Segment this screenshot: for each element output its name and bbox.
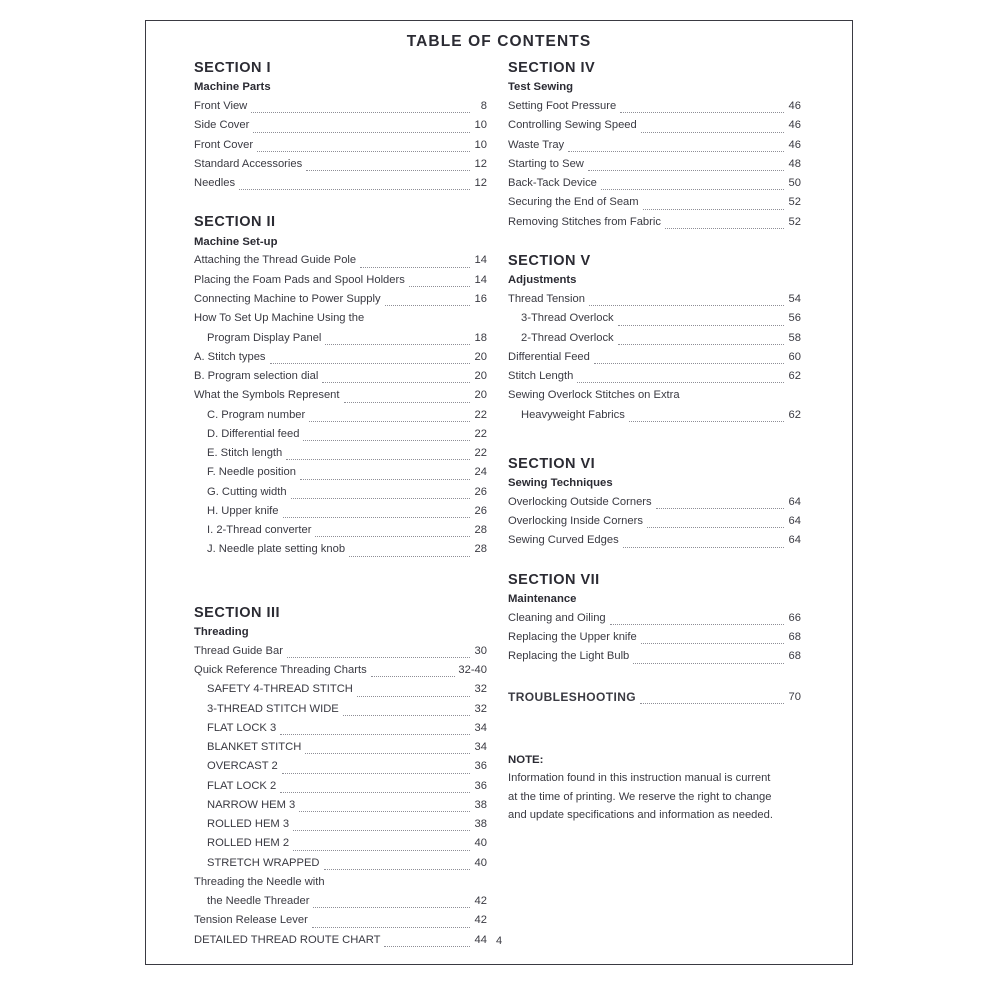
toc-entry-flat-lock-3[interactable]: [194, 719, 487, 738]
dot-leader: [610, 623, 784, 625]
toc-entry-page-number: 12: [474, 177, 487, 190]
toc-entry-title: G. Cutting width: [207, 485, 287, 498]
toc-entry-the-needle-threader[interactable]: [194, 892, 487, 911]
toc-entry-attaching-the-thread-guide-pole[interactable]: [194, 251, 487, 270]
toc-entry-page-number: 48: [788, 157, 801, 170]
section-subheading: Machine Set-up: [194, 235, 278, 248]
toc-left-column: [194, 59, 487, 950]
dot-leader: [647, 526, 784, 528]
toc-entry-replacing-the-light-bulb[interactable]: [508, 647, 801, 666]
toc-entry-page-number: 40: [474, 837, 487, 850]
toc-entry-title: the Needle Threader: [207, 895, 310, 908]
toc-entry-h-upper-knife[interactable]: [194, 502, 487, 521]
toc-entry-page-number: 30: [474, 644, 487, 657]
toc-entry-overlocking-inside-corners[interactable]: [508, 512, 801, 531]
section-heading: SECTION III: [194, 604, 281, 621]
toc-entry-page-number: 22: [474, 408, 487, 421]
section-heading: SECTION VI: [508, 455, 596, 472]
section-heading: SECTION VII: [508, 571, 600, 588]
dot-leader: [641, 131, 784, 133]
toc-entry-page-number: 38: [474, 798, 487, 811]
toc-entry-a-stitch-types[interactable]: [194, 348, 487, 367]
note-title: NOTE:: [508, 754, 544, 767]
toc-entry-page-number: 10: [474, 138, 487, 151]
toc-entry-page-number: 40: [474, 856, 487, 869]
section-subheading: Adjustments: [508, 274, 577, 287]
dot-leader: [641, 642, 784, 644]
section-spacer: [194, 560, 487, 604]
toc-entry-page-number: 46: [788, 100, 801, 113]
section-subheading: Threading: [194, 625, 249, 638]
toc-entry-title: Thread Guide Bar: [194, 644, 283, 657]
note-spacer: [508, 707, 801, 751]
toc-entry-title: Connecting Machine to Power Supply: [194, 292, 381, 305]
dot-leader: [257, 150, 470, 152]
toc-entry-what-the-symbols-represent[interactable]: [194, 386, 487, 405]
toc-section-section-ii: [194, 213, 487, 559]
dot-leader: [251, 111, 470, 113]
section-heading: SECTION IV: [508, 60, 596, 76]
section-subheading: Maintenance: [508, 592, 577, 605]
toc-entry-2-thread-overlock[interactable]: [508, 329, 801, 348]
toc-entry-title: Side Cover: [194, 119, 250, 132]
toc-entry-title: TROUBLESHOOTING: [508, 689, 636, 704]
toc-entry-title: Waste Tray: [508, 138, 565, 151]
toc-entry-i-2-thread-converter[interactable]: [194, 521, 487, 540]
toc-entry-title: Differential Feed: [508, 350, 590, 363]
note-block: [508, 751, 801, 824]
toc-entry-title: Heavyweight Fabrics: [521, 408, 625, 421]
dot-leader: [303, 439, 470, 441]
toc-entry-title: F. Needle position: [207, 466, 296, 479]
toc-entry-page-number: 20: [474, 350, 487, 363]
toc-entry-title: C. Program number: [207, 408, 306, 421]
dot-leader: [594, 362, 784, 364]
toc-entry-page-number: 46: [788, 138, 801, 151]
note-line: Information found in this instruction manual is current: [508, 772, 771, 785]
toc-entry-page-number: 42: [474, 914, 487, 927]
toc-entry-title: STRETCH WRAPPED: [207, 856, 320, 869]
dot-leader: [300, 478, 470, 480]
dot-leader: [577, 381, 784, 383]
toc-entry-placing-the-foam-pads-and-spool-holders[interactable]: [194, 271, 487, 290]
toc-entry-page-number: 64: [788, 534, 801, 547]
troubleshooting-spacer: [508, 667, 801, 687]
toc-entry-page-number: 62: [788, 370, 801, 383]
toc-entry-title: Attaching the Thread Guide Pole: [194, 254, 357, 267]
dot-leader: [409, 285, 470, 287]
toc-entry-title: Tension Release Lever: [194, 914, 308, 927]
toc-entry-title: Controlling Sewing Speed: [508, 119, 637, 132]
toc-entry-g-cutting-width[interactable]: [194, 483, 487, 502]
section-spacer: [508, 551, 801, 571]
toc-entry-continuation-how-to-set-up-machine-using-the: [194, 309, 487, 328]
dot-leader: [588, 169, 784, 171]
dot-leader: [385, 304, 470, 306]
dot-leader: [270, 362, 470, 364]
toc-entry-j-needle-plate-setting-knob[interactable]: [194, 540, 487, 559]
note-line: at the time of printing. We reserve the right to change: [508, 790, 772, 803]
dot-leader: [633, 662, 784, 664]
dot-leader: [315, 535, 470, 537]
toc-entry-page-number: 52: [788, 196, 801, 209]
toc-entry-differential-feed[interactable]: [508, 348, 801, 367]
note-line: and update specifications and information as needed.: [508, 808, 773, 821]
toc-entry-page-number: 70: [788, 690, 801, 703]
toc-entry-title: H. Upper knife: [207, 504, 279, 517]
dot-leader: [305, 752, 470, 754]
section-spacer: [508, 232, 801, 252]
toc-section-section-i: [194, 59, 487, 193]
toc-entry-title: Front Cover: [194, 138, 254, 151]
toc-section-section-iv: [508, 59, 801, 232]
toc-entry-overcast-2[interactable]: [194, 757, 487, 776]
toc-entry-page-number: 50: [788, 177, 801, 190]
dot-leader: [309, 420, 470, 422]
dot-leader: [568, 150, 784, 152]
toc-entry-page-number: 34: [474, 721, 487, 734]
toc-entry-title: Front View: [194, 100, 248, 113]
dot-leader: [349, 555, 470, 557]
dot-leader: [643, 208, 784, 210]
toc-entry-replacing-the-upper-knife[interactable]: [508, 628, 801, 647]
dot-leader: [640, 702, 784, 704]
dot-leader: [280, 733, 470, 735]
toc-entry-troubleshooting[interactable]: [508, 687, 801, 708]
toc-entry-title: Placing the Foam Pads and Spool Holders: [194, 273, 405, 286]
toc-entry-title: 3-Thread Overlock: [521, 312, 614, 325]
toc-entry-f-needle-position[interactable]: [194, 463, 487, 482]
toc-entry-overlocking-outside-corners[interactable]: [508, 493, 801, 512]
dot-leader: [280, 791, 470, 793]
toc-entry-title: BLANKET STITCH: [207, 741, 302, 754]
toc-entry-page-number: 36: [474, 779, 487, 792]
toc-section-section-vii: [508, 571, 801, 667]
toc-entry-thread-guide-bar[interactable]: [194, 642, 487, 661]
dot-leader: [343, 714, 470, 716]
toc-entry-safety-4-thread-stitch[interactable]: [194, 680, 487, 699]
toc-entry-title: Sewing Curved Edges: [508, 534, 619, 547]
dot-leader: [299, 810, 470, 812]
dot-leader: [656, 507, 784, 509]
dot-leader: [629, 420, 784, 422]
toc-entry-title: NARROW HEM 3: [207, 798, 296, 811]
toc-entry-page-number: 12: [474, 157, 487, 170]
dot-leader: [357, 695, 470, 697]
toc-entry-3-thread-stitch-wide[interactable]: [194, 700, 487, 719]
toc-entry-title: Threading the Needle with: [194, 875, 325, 888]
toc-entry-connecting-machine-to-power-supply[interactable]: [194, 290, 487, 309]
dot-leader: [324, 868, 470, 870]
toc-entry-blanket-stitch[interactable]: [194, 738, 487, 757]
toc-entry-page-number: 22: [474, 447, 487, 460]
page-sheet: [145, 20, 853, 965]
toc-entry-title: OVERCAST 2: [207, 760, 278, 773]
toc-entry-controlling-sewing-speed[interactable]: [508, 116, 801, 135]
toc-entry-title: Back-Tack Device: [508, 177, 597, 190]
dot-leader: [282, 772, 470, 774]
toc-entry-needles[interactable]: [194, 174, 487, 193]
toc-entry-title: B. Program selection dial: [194, 370, 319, 383]
toc-entry-page-number: 46: [788, 119, 801, 132]
page-title: TABLE OF CONTENTS: [406, 33, 592, 50]
toc-entry-stretch-wrapped[interactable]: [194, 854, 487, 873]
toc-entry-rolled-hem-2[interactable]: [194, 834, 487, 853]
toc-entry-page-number: 24: [474, 466, 487, 479]
toc-right-column: [508, 59, 801, 824]
dot-leader: [253, 131, 470, 133]
toc-entry-tension-release-lever[interactable]: [194, 911, 487, 930]
section-spacer: [508, 425, 801, 455]
toc-entry-title: What the Symbols Represent: [194, 389, 340, 402]
toc-entry-continuation-sewing-overlock-stitches-on-extra: [508, 386, 801, 405]
toc-entry-page-number: 68: [788, 650, 801, 663]
toc-entry-program-display-panel[interactable]: [194, 329, 487, 348]
toc-entry-page-number: 14: [474, 254, 487, 267]
toc-entry-title: Standard Accessories: [194, 157, 303, 170]
toc-entry-page-number: 68: [788, 631, 801, 644]
toc-entry-page-number: 18: [474, 331, 487, 344]
toc-entry-quick-reference-threading-charts[interactable]: [194, 661, 487, 680]
toc-entry-page-number: 32-40: [458, 664, 487, 677]
dot-leader: [623, 546, 784, 548]
section-subheading: Test Sewing: [508, 81, 574, 94]
toc-entry-title: Thread Tension: [508, 292, 585, 305]
toc-entry-back-tack-device[interactable]: [508, 174, 801, 193]
toc-section-section-vi: [508, 455, 801, 551]
dot-leader: [618, 324, 784, 326]
toc-entry-page-number: 10: [474, 119, 487, 132]
toc-entry-page-number: 52: [788, 215, 801, 228]
dot-leader: [589, 304, 784, 306]
toc-entry-page-number: 34: [474, 741, 487, 754]
toc-entry-rolled-hem-3[interactable]: [194, 815, 487, 834]
toc-entry-page-number: 20: [474, 389, 487, 402]
toc-entry-page-number: 32: [474, 702, 487, 715]
toc-entry-sewing-curved-edges[interactable]: [508, 531, 801, 550]
toc-entry-flat-lock-2[interactable]: [194, 777, 487, 796]
dot-leader: [313, 906, 470, 908]
dot-leader: [325, 343, 470, 345]
toc-entry-title: Sewing Overlock Stitches on Extra: [508, 389, 680, 402]
dot-leader: [620, 111, 784, 113]
toc-entry-title: FLAT LOCK 3: [207, 721, 277, 734]
toc-entry-setting-foot-pressure[interactable]: [508, 97, 801, 116]
section-heading: SECTION I: [194, 60, 272, 76]
toc-entry-title: Starting to Sew: [508, 157, 584, 170]
toc-entry-title: J. Needle plate setting knob: [207, 543, 346, 556]
section-subheading: Machine Parts: [194, 81, 271, 94]
toc-entry-page-number: 64: [788, 495, 801, 508]
dot-leader: [293, 829, 470, 831]
toc-entry-page-number: 14: [474, 273, 487, 286]
toc-entry-title: Overlocking Inside Corners: [508, 515, 643, 528]
toc-entry-title: D. Differential feed: [207, 427, 300, 440]
dot-leader: [322, 381, 470, 383]
toc-entry-stitch-length[interactable]: [508, 367, 801, 386]
toc-entry-starting-to-sew[interactable]: [508, 155, 801, 174]
toc-entry-title: Securing the End of Seam: [508, 196, 639, 209]
toc-entry-page-number: 32: [474, 683, 487, 696]
toc-entry-thread-tension[interactable]: [508, 290, 801, 309]
dot-leader: [601, 188, 784, 190]
toc-entry-page-number: 66: [788, 611, 801, 624]
dot-leader: [665, 227, 784, 229]
dot-leader: [618, 343, 784, 345]
toc-entry-title: Overlocking Outside Corners: [508, 495, 652, 508]
toc-entry-page-number: 42: [474, 895, 487, 908]
dot-leader: [312, 926, 470, 928]
toc-entry-title: Stitch Length: [508, 370, 574, 383]
toc-entry-title: DETAILED THREAD ROUTE CHART: [194, 933, 381, 946]
toc-entry-title: Cleaning and Oiling: [508, 611, 606, 624]
section-heading: SECTION II: [194, 214, 276, 231]
toc-entry-title: FLAT LOCK 2: [207, 779, 277, 792]
toc-entry-page-number: 44: [474, 933, 487, 946]
section-heading: SECTION V: [508, 252, 591, 269]
toc-entry-front-cover[interactable]: [194, 136, 487, 155]
dot-leader: [291, 497, 470, 499]
toc-section-section-iii: [194, 604, 487, 950]
section-subheading: Sewing Techniques: [508, 476, 613, 489]
toc-entry-title: Program Display Panel: [207, 331, 322, 344]
toc-entry-waste-tray[interactable]: [508, 136, 801, 155]
dot-leader: [293, 849, 470, 851]
toc-entry-title: E. Stitch length: [207, 447, 283, 460]
toc-entry-cleaning-and-oiling[interactable]: [508, 609, 801, 628]
toc-entry-page-number: 20: [474, 370, 487, 383]
toc-entry-page-number: 16: [474, 292, 487, 305]
toc-entry-front-view[interactable]: [194, 97, 487, 116]
toc-entry-title: 3-THREAD STITCH WIDE: [207, 702, 339, 715]
toc-entry-title: How To Set Up Machine Using the: [194, 312, 365, 325]
toc-entry-title: A. Stitch types: [194, 350, 266, 363]
section-spacer: [194, 193, 487, 213]
toc-entry-page-number: 22: [474, 427, 487, 440]
toc-entry-3-thread-overlock[interactable]: [508, 309, 801, 328]
toc-entry-d-differential-feed[interactable]: [194, 425, 487, 444]
toc-entry-page-number: 8: [480, 100, 487, 113]
toc-entry-page-number: 54: [788, 292, 801, 305]
dot-leader: [239, 188, 470, 190]
toc-entry-standard-accessories[interactable]: [194, 155, 487, 174]
toc-entry-title: Replacing the Light Bulb: [508, 650, 630, 663]
toc-entry-b-program-selection-dial[interactable]: [194, 367, 487, 386]
toc-entry-side-cover[interactable]: [194, 116, 487, 135]
toc-entry-title: Replacing the Upper knife: [508, 631, 637, 644]
toc-entry-title: ROLLED HEM 2: [207, 837, 290, 850]
toc-entry-title: Quick Reference Threading Charts: [194, 664, 367, 677]
toc-entry-c-program-number[interactable]: [194, 406, 487, 425]
toc-entry-page-number: 58: [788, 331, 801, 344]
toc-entry-page-number: 28: [474, 524, 487, 537]
toc-entry-page-number: 56: [788, 312, 801, 325]
dot-leader: [287, 656, 470, 658]
toc-entry-title: ROLLED HEM 3: [207, 818, 290, 831]
toc-entry-title: I. 2-Thread converter: [207, 524, 312, 537]
dot-leader: [283, 516, 470, 518]
toc-entry-heavyweight-fabrics[interactable]: [508, 406, 801, 425]
page-number-footer: 4: [495, 935, 503, 947]
toc-entry-page-number: 26: [474, 485, 487, 498]
toc-entry-narrow-hem-3[interactable]: [194, 796, 487, 815]
toc-entry-page-number: 26: [474, 504, 487, 517]
toc-entry-title: Setting Foot Pressure: [508, 100, 617, 113]
dot-leader: [344, 401, 470, 403]
toc-entry-page-number: 64: [788, 515, 801, 528]
toc-entry-page-number: 60: [788, 350, 801, 363]
toc-entry-page-number: 36: [474, 760, 487, 773]
toc-entry-title: SAFETY 4-THREAD STITCH: [207, 683, 353, 696]
dot-leader: [286, 458, 470, 460]
toc-entry-page-number: 38: [474, 818, 487, 831]
toc-entry-continuation-threading-the-needle-with: [194, 873, 487, 892]
toc-entry-title: Needles: [194, 177, 236, 190]
toc-entry-removing-stitches-from-fabric[interactable]: [508, 213, 801, 232]
toc-entry-title: 2-Thread Overlock: [521, 331, 614, 344]
toc-entry-securing-the-end-of-seam[interactable]: [508, 193, 801, 212]
toc-columns: [146, 59, 852, 946]
toc-section-section-v: [508, 252, 801, 425]
toc-entry-page-number: 62: [788, 408, 801, 421]
toc-entry-e-stitch-length[interactable]: [194, 444, 487, 463]
dot-leader: [360, 266, 470, 268]
toc-entry-title: Removing Stitches from Fabric: [508, 215, 661, 228]
dot-leader: [371, 675, 456, 677]
dot-leader: [306, 169, 470, 171]
toc-entry-page-number: 28: [474, 543, 487, 556]
